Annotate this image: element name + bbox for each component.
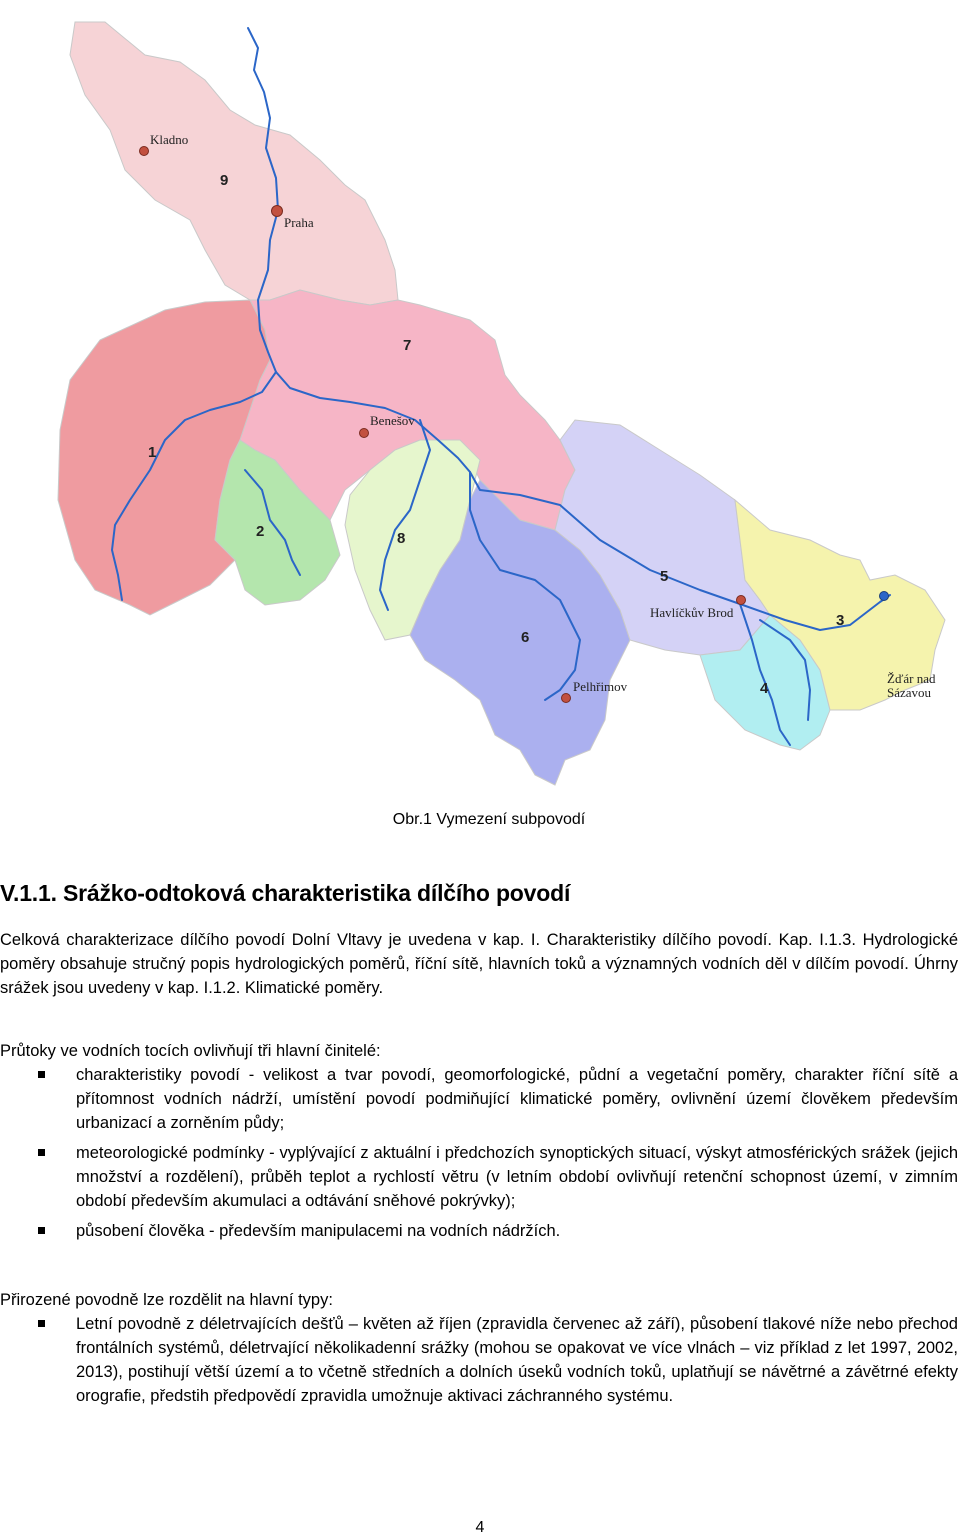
town-marker-kladno	[140, 147, 149, 156]
flood-type-text: Letní povodně z déletrvajících dešťů – květen až říjen (zpravidla červenec až září), působení tlakové níže nebo přechod frontálních systémů, déletrvající několikadenní srážky (mohou se opakovat ve více vlnách – viz příklad z let 1997, 2002, 2013), postihují větší území a to včetně středních a dolních úseků vodních toků, uplatňují se návětrné a závětrné efekty orografie, předstih předpovědí zpravidla umožnuje aktivaci záchranného systému.	[76, 1315, 958, 1405]
factor-text: meteorologické podmínky - vyplývající z aktuální i předchozích synoptických situací, výskyt atmosférických srážek (jejich množství a rozdělení), průběh teplot a rychlostí větru (v letním období ovlivňují retenční schopnost území, v zimním období především akumulaci a odtávání sněhové pokrývky);	[76, 1144, 958, 1210]
town-label-kladno: Kladno	[150, 132, 189, 147]
bullet-square-icon	[38, 1071, 45, 1078]
factors-intro: Průtoky ve vodních tocích ovlivňují tři hlavní činitelé:	[0, 1042, 381, 1060]
region-9	[70, 22, 398, 305]
town-label-pelhrimov: Pelhřimov	[573, 679, 628, 694]
list-item	[0, 1312, 958, 1408]
factor-text: působení člověka - především manipulacemi na vodních nádržích.	[76, 1222, 561, 1240]
page-number: 4	[475, 1519, 485, 1536]
factors-block	[0, 1039, 958, 1243]
region-number-7: 7	[403, 337, 412, 354]
region-number-6: 6	[521, 629, 530, 646]
region-number-8: 8	[397, 530, 406, 547]
town-marker-havlickuv-brod	[737, 596, 746, 605]
intro-block	[0, 928, 958, 1000]
town-label-zdar-2: Sázavou	[887, 685, 932, 700]
intro-paragraph: Celková charakterizace dílčího povodí Dolní Vltavy je uvedena v kap. I. Charakteristiky dílčího povodí. Kap. I.1.3. Hydrologické poměry obsahuje stručný popis hydrologických poměrů, říční sítě, hlavních toků a významných vodních děl v dílčím povodí. Úhrny srážek jsou uvedeny v kap. I.1.2. Klimatické poměry.	[0, 931, 958, 997]
region-number-5: 5	[660, 568, 669, 585]
town-marker-zdar	[880, 592, 889, 601]
town-label-havlickuv-brod: Havlíčkův Brod	[650, 605, 734, 620]
flood-types-block	[0, 1288, 958, 1408]
flood-types-list	[0, 1312, 958, 1408]
region-number-4: 4	[760, 680, 769, 697]
town-label-benesov: Benešov	[370, 413, 415, 428]
town-marker-pelhrimov	[562, 694, 571, 703]
bullet-square-icon	[38, 1227, 45, 1234]
figure-caption: Obr.1 Vymezení subpovodí	[392, 811, 586, 828]
region-number-9: 9	[220, 172, 229, 189]
list-item	[0, 1219, 958, 1243]
bullet-square-icon	[38, 1320, 45, 1327]
region-number-3: 3	[836, 612, 845, 629]
list-item	[0, 1063, 958, 1135]
region-number-2: 2	[256, 523, 265, 540]
town-marker-benesov	[360, 429, 369, 438]
list-item	[0, 1141, 958, 1213]
town-marker-praha	[272, 206, 283, 217]
region-number-1: 1	[148, 444, 157, 461]
town-label-zdar-1: Žďár nad	[887, 671, 936, 686]
town-label-praha: Praha	[284, 215, 314, 230]
flood-types-intro: Přirozené povodně lze rozdělit na hlavní typy:	[0, 1291, 333, 1309]
factors-list	[0, 1063, 958, 1243]
bullet-square-icon	[38, 1149, 45, 1156]
section-heading: V.1.1. Srážko-odtoková charakteristika dílčího povodí	[0, 880, 571, 906]
factor-text: charakteristiky povodí - velikost a tvar povodí, geomorfologické, půdní a vegetační poměry, charakter říční sítě a přítomnost vodních nádrží, umístění povodí podmiňující klimatické poměry, ovlivnění území člověkem především urbanizací a zorněním půdy;	[76, 1066, 958, 1132]
